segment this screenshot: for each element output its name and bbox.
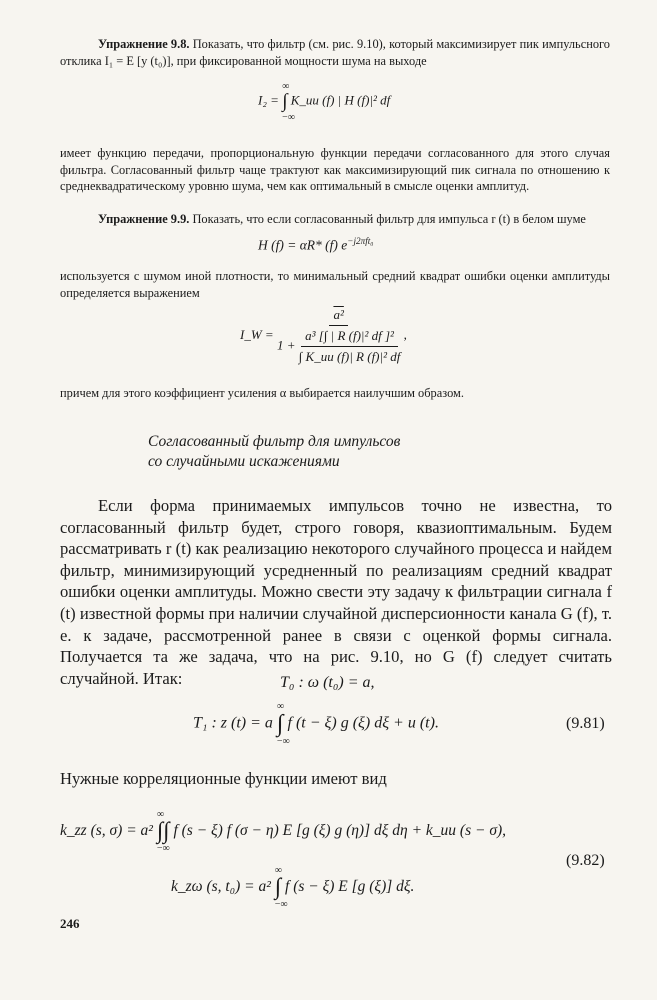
paragraph-after-9-9: используется с шумом иной плотности, то минимальный средний квадрат ошибки оценки амплитуды определяется выражением xyxy=(60,269,610,300)
integral-lower: −∞ xyxy=(274,899,288,911)
equation-IW-fraction xyxy=(277,307,400,365)
equation-I2-body: K_uu (f) | H (f)|² df xyxy=(290,92,391,108)
exercise-9-9 xyxy=(60,211,610,228)
equation-T1 xyxy=(193,701,439,747)
equation-IW-inner-fraction xyxy=(299,328,401,365)
exercise-9-9-label: Упражнение 9.9. xyxy=(98,212,190,226)
equation-IW-inner-numerator: a³ [∫ | R (f)|² df ]² xyxy=(301,328,398,347)
equation-H xyxy=(258,236,374,254)
integral-upper: ∞ xyxy=(274,865,282,876)
integral-sign: ∞ ∫ −∞ xyxy=(282,81,295,123)
equation-kzz xyxy=(60,809,506,855)
equation-T0: T₀ : ω (t₀) = a, xyxy=(280,674,375,691)
equation-I2-lhs: I₂ = xyxy=(258,92,279,108)
equation-kzz-body: f (s − ξ) f (σ − η) E [g (ξ) g (η)] dξ dη + k_uu (s − σ), xyxy=(173,822,506,840)
integral-upper: ∞ xyxy=(156,809,164,820)
equation-H-text: H (f) = αR* (f) e xyxy=(258,237,348,253)
equation-IW-den-one: 1 + xyxy=(276,337,296,353)
equation-kzw-body: f (s − ξ) E [g (ξ)] dξ. xyxy=(285,878,415,896)
section-heading-line-2: со случайными искажениями xyxy=(148,453,340,470)
equation-IW-numerator: a² xyxy=(329,307,347,326)
integral-lower: −∞ xyxy=(282,111,295,123)
equation-IW-lhs: I_W = xyxy=(240,326,274,342)
integral-lower: −∞ xyxy=(276,736,290,747)
section-heading-line-1: Согласованный фильтр для импульсов xyxy=(148,433,401,450)
correlation-intro: Нужные корреляционные функции имеют вид xyxy=(60,769,387,788)
exercise-9-8-label: Упражнение 9.8. xyxy=(98,37,190,51)
equation-H-exponent: −j2πft₀ xyxy=(347,236,374,246)
equation-kzw xyxy=(171,865,415,911)
page-number: 246 xyxy=(60,916,80,931)
equation-IW-denominator xyxy=(277,326,400,365)
integral-sign: ∞ ∫ −∞ xyxy=(276,701,290,747)
equation-number-9-81: (9.81) xyxy=(566,715,605,732)
equation-IW-tail: , xyxy=(403,326,407,342)
equation-kzw-lhs: k_zω (s, t₀) = a² xyxy=(171,878,271,896)
main-paragraph: Если форма принимаемых импульсов точно не известна, то согласованный фильтр будет, строго говоря, квазиоптимальным. Будем рассматривать r (t) как реализацию некоторого случайного процесса и найдем фильтр, минимизирующий усредненный по реализациям средний квадрат ошибки оценки амплитуды. Можно свести эту задачу к фильтрации сигнала f (t) известной формы при наличии случайной дисперсионности канала G (f), т. е. к задаче, рассмотренной ранее в связи с оценкой формы сигнала. Получается та же задача, что на рис. 9.10, но G (f) следует считать случайной. Итак: xyxy=(60,496,612,688)
exercise-9-8 xyxy=(60,36,610,69)
paragraph-after-9-8: имеет функцию передачи, пропорциональную функции передачи согласованного для этого случая фильтра. Согласованный фильтр чаще трактуют как максимизирующий пик сигнала по отношению к среднеквадратическому уровню шума, чем как оптимальный в смысле оценки амплитуд. xyxy=(60,146,610,193)
integral-lower: −∞ xyxy=(156,843,170,855)
exercise-9-8-text: Показать, что фильтр (см. рис. 9.10), который максимизирует пик импульсного отклика I₁ = E [y (t₀)], при фиксированной мощности шума на выходе xyxy=(60,37,610,68)
equation-IW-inner-denominator: ∫ K_uu (f)| R (f)|² df xyxy=(298,349,401,364)
equation-T1-body: f (t − ξ) g (ξ) dξ + u (t). xyxy=(287,714,439,732)
integral-upper: ∞ xyxy=(276,701,285,712)
integral-upper: ∞ xyxy=(282,81,290,92)
paragraph-alpha: причем для этого коэффициент усиления α выбирается наилучшим образом. xyxy=(60,386,464,400)
equation-kzz-lhs: k_zz (s, σ) = a² xyxy=(60,822,153,840)
integral-sign: ∞ ∫∫ −∞ xyxy=(156,809,170,855)
exercise-9-9-text: Показать, что если согласованный фильтр для импульса r (t) в белом шуме xyxy=(189,212,586,226)
equation-I2 xyxy=(258,81,391,123)
integral-sign: ∞ ∫ −∞ xyxy=(274,865,288,911)
equation-T1-lhs: T₁ : z (t) = a xyxy=(193,714,273,732)
equation-number-9-82: (9.82) xyxy=(566,852,605,869)
equation-IW xyxy=(240,307,407,365)
